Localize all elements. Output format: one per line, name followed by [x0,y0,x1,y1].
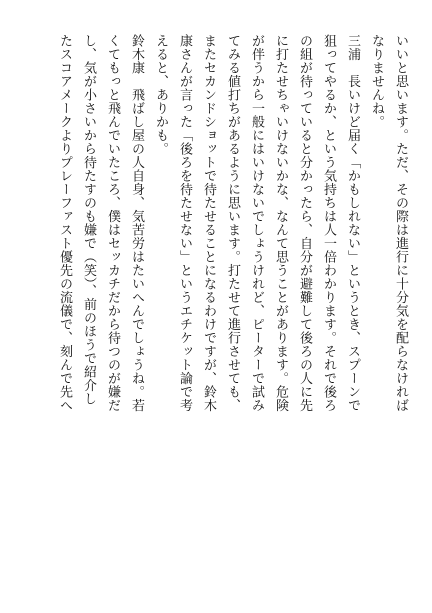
text-line: に打たせちゃいけないかな、なんて思うことがあります。危険 [273,34,288,412]
text-line: 狙ってやるか、という気持ちは人一倍わかります。それで後ろ [321,34,336,412]
text-line: またセカンドショットで待たせることになるわけですが、鈴木 [201,34,216,412]
text-line: し、気が小さいから待たすのも嫌で（笑）、前のほうで紹介し [81,34,96,406]
text-line: 三浦 長いけど届く「かもしれない」というとき、スプーンで [345,34,360,412]
text-line: いいと思います。ただ、その際は進行に十分気を配らなければ [393,34,408,412]
text-line: えると、ありかも。 [153,34,168,156]
text-line: の組が待っていると分かったら、自分が避難して後ろの人に先 [297,34,312,412]
vertical-text-body [52,34,412,594]
text-line: てみる値打ちがあるように思います。打たせて進行させても、 [225,34,240,412]
text-line: 康さんが言った「後ろを待たせない」というエチケット論で考 [177,34,192,412]
text-line: が伴うから一般にはいけないでしょうけれど、ピーターで試み [249,34,264,412]
text-line: なりませんね。 [369,34,384,129]
text-line: くてもっと飛んでいたころ、僕はセッカチだから待つのが嫌だ [105,34,120,412]
text-line: 鈴木康 飛ばし屋の人自身、気苦労はたいへんでしょうね。若 [129,34,144,412]
text-line: たスコアメークよりプレーファスト優先の流儀で、刻んで先へ [57,34,72,412]
